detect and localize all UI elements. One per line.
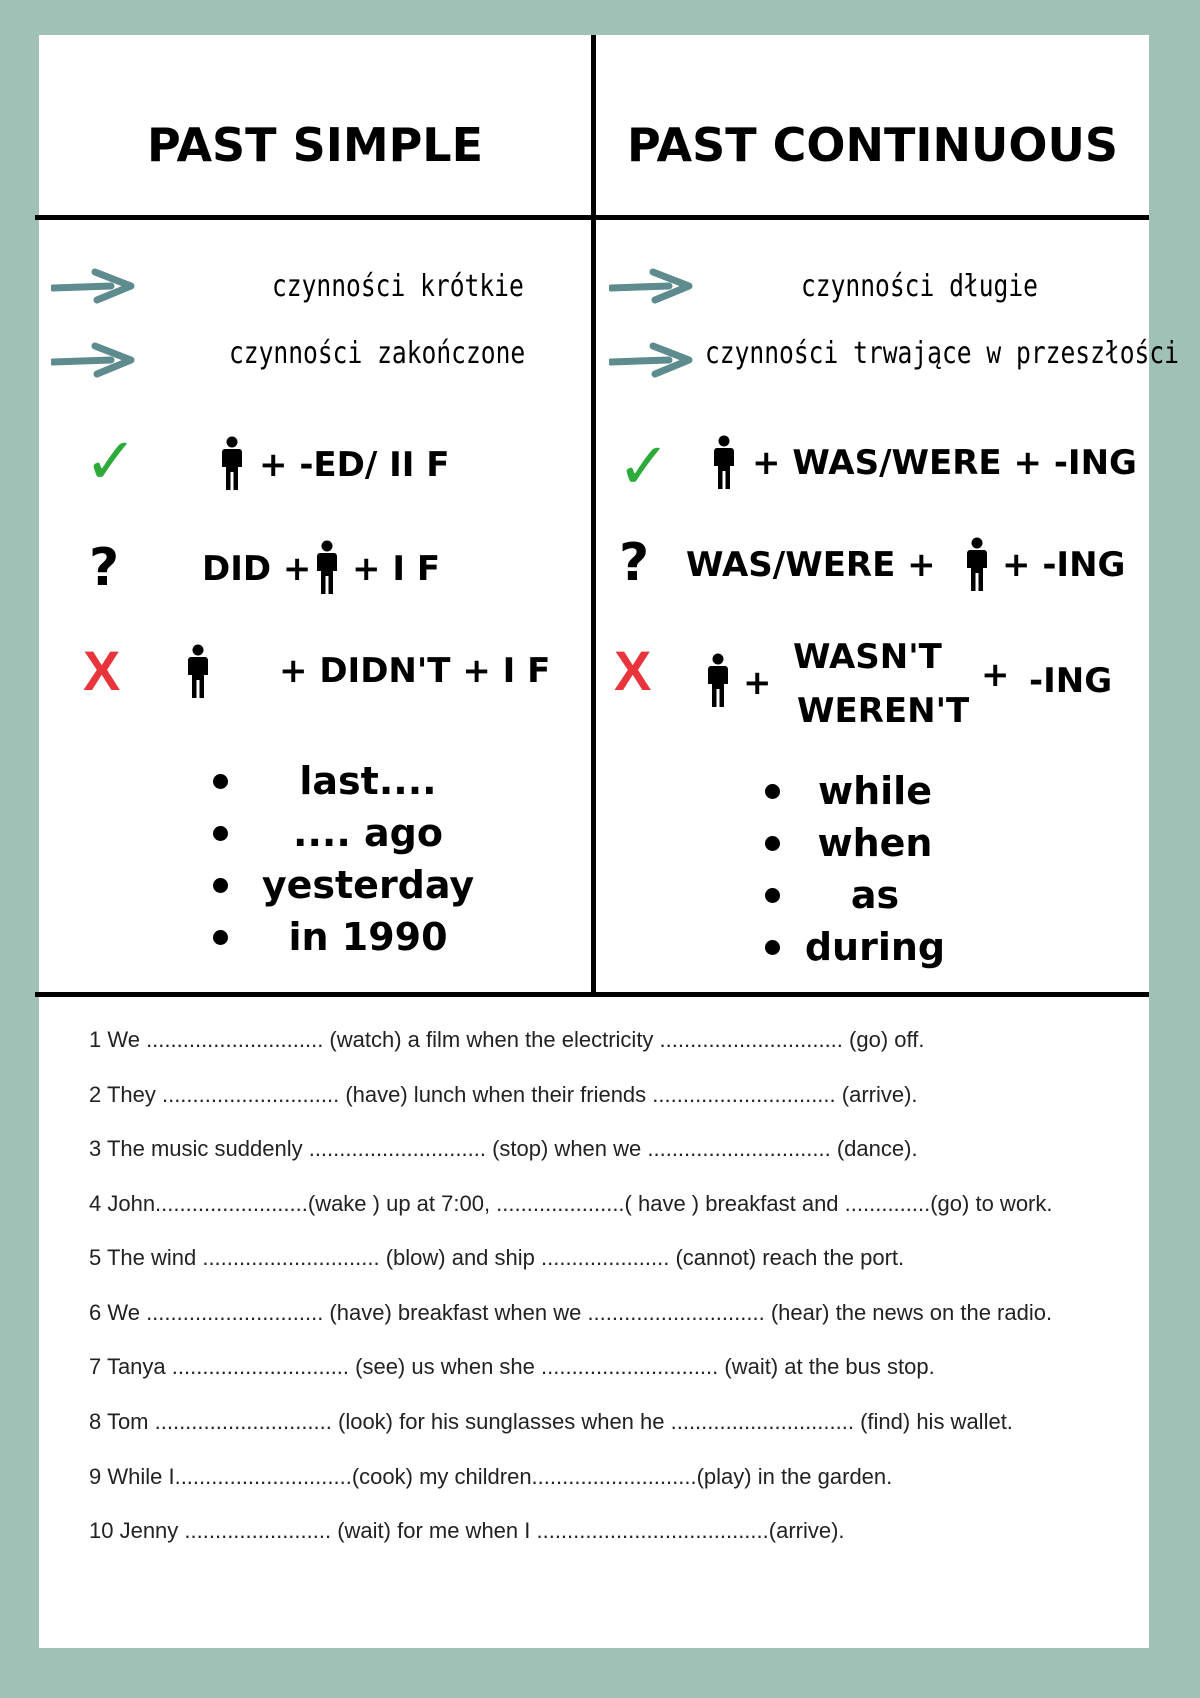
person-icon <box>711 435 737 489</box>
arrow-icon <box>609 266 693 306</box>
person-icon <box>964 537 990 591</box>
exercise-5: 5 The wind ............................. (blow) and ship ..................... (cannot) reach the port. <box>89 1245 905 1270</box>
check-icon: ✓ <box>617 430 671 504</box>
past-simple-title: PAST SIMPLE <box>146 118 484 172</box>
question-rule-end: + -ING <box>1002 545 1126 585</box>
exercise-3: 3 The music suddenly ............................. (stop) when we .............................. (dance). <box>89 1136 918 1161</box>
negative-plus: + <box>743 663 772 703</box>
person-icon <box>314 540 340 594</box>
exercise-4: 4 John.........................(wake ) up at 7:00, .....................( have ) breakfast and ..............(go) to work. <box>89 1191 1053 1216</box>
cross-icon: X <box>614 639 652 702</box>
affirmative-rule: + WAS/WERE + -ING <box>752 443 1137 483</box>
list-item: in 1990 <box>213 911 493 963</box>
arrow-icon <box>51 266 135 306</box>
worksheet <box>39 35 1179 1648</box>
exercise-6: 6 We ............................. (have) breakfast when we ............................. (hear) the news on the radio. <box>89 1300 1053 1325</box>
negative-wasnt: WASN'T <box>793 637 942 677</box>
time-markers-past-simple <box>213 755 493 963</box>
negative-ing: -ING <box>1029 661 1113 701</box>
exercise-2: 2 They ............................. (have) lunch when their friends .............................. (arrive). <box>89 1082 918 1107</box>
use-ongoing-actions: czynności trwające w przeszłości <box>705 336 1179 371</box>
exercise-1: 1 We ............................. (watch) a film when the electricity .............................. (go) off. <box>89 1027 925 1052</box>
list-item: when <box>765 817 955 869</box>
person-icon <box>185 644 211 698</box>
column-divider <box>591 35 596 997</box>
exercise-9: 9 While I.............................(cook) my children...........................(play) in the garden. <box>89 1464 893 1489</box>
list-item: yesterday <box>213 859 493 911</box>
exercise-7: 7 Tanya ............................. (see) us when she ............................. (wait) at the bus stop. <box>89 1354 935 1379</box>
use-finished-actions: czynności zakończone <box>229 336 526 371</box>
list-item: .... ago <box>213 807 493 859</box>
negative-rule: + DIDN'T + I F <box>279 651 551 691</box>
exercise-10: 10 Jenny ........................ (wait) for me when I ......................................(arrive). <box>89 1518 845 1543</box>
negative-werent: WEREN'T <box>797 691 970 731</box>
list-item: last.... <box>213 755 493 807</box>
arrow-icon <box>609 340 693 380</box>
person-icon <box>219 436 245 490</box>
use-short-actions: czynności krótkie <box>272 269 524 304</box>
past-continuous-title: PAST CONTINUOUS <box>627 118 1118 172</box>
affirmative-rule: + -ED/ II F <box>259 445 450 485</box>
list-item: during <box>765 921 955 973</box>
time-markers-past-continuous <box>765 765 955 973</box>
question-rule-start: DID + <box>202 549 312 589</box>
exercise-8: 8 Tom ............................. (look) for his sunglasses when he .............................. (find) his wallet. <box>89 1409 1013 1434</box>
person-icon <box>705 653 731 707</box>
use-long-actions: czynności długie <box>801 269 1038 304</box>
negative-plus: + <box>981 655 1010 695</box>
list-item: as <box>765 869 955 921</box>
question-rule-start: WAS/WERE + <box>686 545 936 585</box>
list-item: while <box>765 765 955 817</box>
question-rule-end: + I F <box>352 549 441 589</box>
question-icon: ? <box>89 538 120 598</box>
check-icon: ✓ <box>84 425 138 499</box>
cross-icon: X <box>83 639 121 702</box>
arrow-icon <box>51 340 135 380</box>
question-icon: ? <box>619 533 650 593</box>
